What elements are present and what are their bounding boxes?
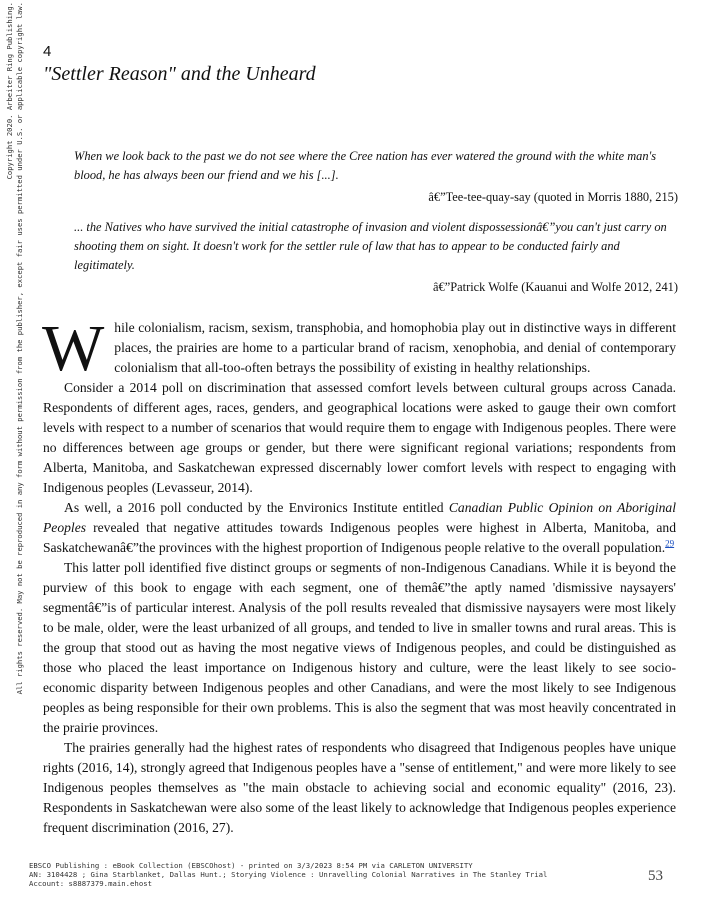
- chapter-title: "Settler Reason" and the Unheard: [43, 63, 316, 85]
- footnote-link[interactable]: 29: [665, 538, 675, 549]
- epigraph-attribution: â€”Patrick Wolfe (Kauanui and Wolfe 2012, 241): [433, 280, 678, 294]
- book-title: Canadian Public Opinion on Aboriginal Peoples: [43, 500, 676, 535]
- epigraph: [74, 218, 678, 297]
- paragraph: The prairies generally had the highest rates of respondents who disagreed that Indigenous peoples have unique rights (2016, 14), strongly agreed that Indigenous peoples have a "sense of entitlement," and were more likely to see Indigenous peoples themselves as "the main obstacle to achieving social and economic equality" (2016, 23). Respondents in Saskatchewan were also some of the least likely to acknowledge that Indigenous peoples experience frequent discrimination (2016, 27).: [43, 740, 676, 835]
- epigraph-quote: ... the Natives who have survived the initial catastrophe of invasion and violent dispossessionâ€”you can't just carry on shooting them on sight. It doesn't work for the settler rule of law that has to appear to be conducted fairly and legitimately.: [74, 220, 667, 272]
- paragraph: [42, 312, 676, 385]
- paragraph: Consider a 2014 poll on discrimination that assessed comfort levels between cultural groups across Canada. Respondents of different ages, races, genders, and geographical locations were asked to gauge their own comfort levels with respect to a number of scenarios that would require them to engage with Indigenous peoples. There were no differences between age groups or gender, but there were significant regional variations; respondents from Alberta, Manitoba, and Saskatchewan expressed discernably lower comfort levels with respect to engaging with Indigenous peoples (Levasseur, 2014).: [43, 380, 676, 495]
- copyright-line-1: Copyright 2020. Arbeiter Ring Publishing.: [5, 2, 14, 180]
- epigraph-attribution: â€”Tee-tee-quay-say (quoted in Morris 1880, 215): [428, 190, 678, 204]
- paragraph-text: revealed that negative attitudes towards Indigenous peoples were highest in Alberta, Manitoba, and Saskatchewanâ€”the provinces with the highest proportion of Indigenous people relative to the overall population.: [43, 520, 676, 555]
- drop-cap: W: [42, 312, 105, 385]
- copyright-line-2: All rights reserved. May not be reproduced in any form without permission from the publisher, except fair uses permitted under U.S. or applicable copyright law.: [15, 2, 24, 695]
- epigraph: [74, 147, 678, 207]
- footer-line-3: Account: s8887379.main.ehost: [29, 879, 153, 888]
- footer-line-2: AN: 3104428 ; Gina Starblanket, Dallas Hunt.; Storying Violence : Unravelling Colonial Narratives in The Stanley Trial: [29, 870, 548, 879]
- paragraph-text: As well, a 2016 poll conducted by the Environics Institute entitled: [64, 500, 449, 515]
- body-text: [42, 312, 676, 838]
- epigraph-quote: When we look back to the past we do not see where the Cree nation has ever watered the ground with the white man's blood, he has always been our friend and we his [...].: [74, 149, 657, 182]
- side-copyright-notice: [5, 2, 29, 912]
- paragraph: This latter poll identified five distinct groups or segments of non-Indigenous Canadians. While it is beyond the purview of this book to engage with each segment, one of themâ€”the aptly named 'dismissive naysayers' segmentâ€”is of particular interest. Analysis of the poll results revealed that dismissive naysayers were most likely to be male, older, were the least urbanized of all groups, and tended to live in smaller towns and rural areas. This is the group that stood out as having the most negative views of Indigenous peoples, and could be distinguished as those who placed the least importance on Indigenous history and culture, were the least likely to see socio-economic disparity between Indigenous peoples and other Canadians, and were the most likely to see Indigenous peoples as being responsible for their own problems. This is also the segment that was most heavily concentrated in the prairie provinces.: [43, 560, 676, 735]
- footer-line-1: EBSCO Publishing : eBook Collection (EBSCOhost) - printed on 3/3/2023 8:54 PM via CARLETON UNIVERSITY: [29, 861, 473, 870]
- page-number: 53: [648, 868, 663, 884]
- chapter-number: 4: [43, 43, 52, 60]
- page-footer: [29, 861, 547, 888]
- paragraph-text: hile colonialism, racism, sexism, transphobia, and homophobia play out in distinctive ways in different places, the prairies are home to a particular brand of racism, xenophobia, and denial of contemporary colonialism that all-too-often betrays the possibility of existing in healthy relationships.: [114, 320, 676, 375]
- paragraph: [43, 498, 676, 558]
